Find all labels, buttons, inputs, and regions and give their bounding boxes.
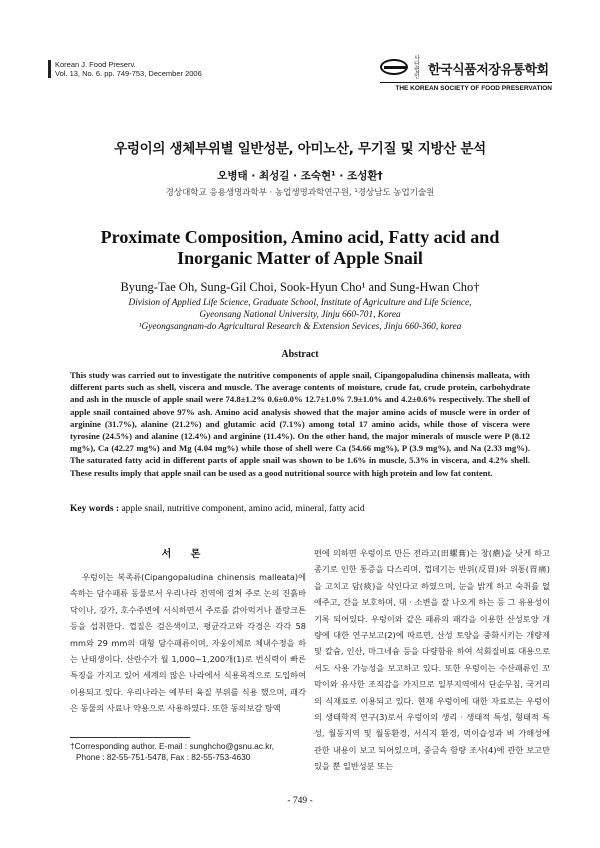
society-logo-icon (380, 59, 410, 77)
intro-paragraph: 우렁이는 복족류(Cipangopaludina chinensis malleata)에 속하는 담수패류 동물로서 우리나라 전역에 걸쳐 주로 논의 진흙바닥이나, 강가, 호수주변에 서식하면서 주로를 갉아먹거나 플랑크톤 등을 섭취한다. 껍질은 검은색이고, 평균각고와 각경은 각각 58 mm와 29 mm의 대형 담수패류이며, 자웅이체로 체내수정을 하는 난태생이다. 산란수가 월 1,000~1,200개(1)로 번식력이 빠른 특징을 가지고 있어 세계의 많은 나라에서 식용목적으로 도입하여 이용되고 있다. 우리나라는 예부터 육질 부위를 식용 했으며, 패각은 동물의 사료나 약용으로 사용하였다. 또한 동의보감 탕액 (70, 572, 306, 714)
society-header (380, 56, 552, 92)
journal-citation (48, 60, 202, 78)
footnote-email: †Corresponding author. E-mail : sunghcho@gsnu.ac.kr, (70, 741, 274, 751)
section-heading-introduction: 서 론 (161, 549, 209, 560)
keywords-list: apple snail, nutritive component, amino acid, mineral, fatty acid (121, 504, 365, 514)
journal-name: Korean J. Food Preserv. (55, 60, 136, 69)
affiliation-english-line: Gyeonsang National University, Jinju 660-701, Korea (199, 310, 401, 320)
affiliation-english (0, 297, 600, 333)
title-english-line2: Inorganic Matter of Apple Snail (177, 248, 423, 268)
keywords (70, 504, 540, 514)
society-name-korean: 한국식품저장유통학회 (428, 62, 549, 78)
title-korean: 우렁이의 생체부위별 일반성분, 아미노산, 무기질 및 지방산 분석 (114, 141, 486, 157)
society-tag: 사단 법인 (414, 55, 420, 80)
intro-column-left (70, 569, 306, 717)
authors-english: Byung-Tae Oh, Sung-Gil Choi, Sook-Hyun Cho¹ and Sung-Hwan Cho† (120, 280, 480, 294)
society-name-english: THE KOREAN SOCIETY OF FOOD PRESERVATION (380, 82, 552, 92)
title-english-line1: Proximate Composition, Amino acid, Fatty acid and (100, 227, 500, 247)
authors-korean: 오병태 · 최성길 · 조숙현¹ · 조성환† (217, 170, 383, 182)
footnote-divider (70, 737, 190, 738)
corresponding-author-footnote (70, 741, 310, 763)
abstract-heading: Abstract (281, 349, 319, 360)
intro-column-right (314, 545, 550, 775)
footnote-phone: Phone : 82-55-751-5478, Fax : 82-55-753-4630 (76, 752, 251, 762)
intro-paragraph: 편에 의하면 우렁이로 만든 전라고(田螺膏)는 창(瘡)을 낫게 하고 종기로 인한 통증을 다스리며, 껍데기는 반위(反胃)와 위통(胃痛)을 고치고 담(痰)을 삭인다고 하였으며, 눈을 밝게 하고 숙취를 없애주고, 간을 보호하며, 대 · 소변을 잘 나오게 하는 등 그 유용성이 기록 되어있다. 우렁이와 같은 패류의 패각을 이용한 산성토양 개량에 대한 연구보고(2)에 따르면, 산성 토양을 중화시키는 개량제 및 칼슘, 인산, 마그네슘 등을 다량함유 하여 석회질비료 대용으로서도 사용 가능성을 보고하고 있다. 또한 우렁이는 수산패류인 꼬막이와 유사한 조직감을 가지므로 일부지역에서 단순무침, 국거리의 식재료로 이용되고 있다. 현재 우렁이에 대한 자료로는 우렁이의 생태학적 연구(3)로서 우렁이의 생리 · 생태적 특성, 형태적 특성, 월동지역 및 월동환경, 서식지 환경, 먹이습성과 벼 가해성에 관한 내용이 보고 되어있으며, 중금속 함량 조사(4)에 관한 보고만 있을 뿐 일반성분 또는 (314, 548, 550, 772)
page-number: - 749 - (287, 796, 313, 806)
keywords-label: Key words : (70, 504, 120, 514)
affiliation-english-line: Division of Applied Life Science, Graduate School, Institute of Agriculture and Life Science, (128, 298, 472, 308)
title-english (0, 227, 600, 269)
abstract-text: This study was carried out to investigate the nutritive components of apple snail, Cipangopaludina chinensis malleata, with different parts such as shell, viscera and muscle. The average contents of moisture, crude fat, crude protein, carbohydrate and ash in the muscle of apple snail were 74.8±1.2% 0.6±0.0% 12.7±1.0% 7.9±1.0% and 4.2±0.6% respectively. The shell of apple snail contained above 97% ash. Amino acid analysis showed that the major amino acids of muscle were in order of arginine (31.7%), alanine (21.2%) and glutamic acid (7.1%) among total 17 amino acids, while those of viscera were tyrosine (24.5%) and alanine (12.4%) and arginine (11.4%). On the other hand, the major minerals of muscle were P (8.12 mg%), Ca (42.27 mg%) and Mg (4.04 mg%) while those of shell were Ca (54.66 mg%), P (3.9 mg%), and Na (2.33 mg%). The saturated fatty acid in different parts of apple snail was shown to be 1.6% in muscle, 5.3% in viscera, and 4.2% shell. These results imply that apple snail can be used as a good nutritional source with high protein and low fat content. (70, 370, 530, 478)
affiliation-english-line: ¹Gyeongsangnam-do Agricultural Research & Extension Sevices, Jinju 660-360, korea (138, 322, 462, 332)
affiliation-korean: 경상대학교 응용생명과학부 · 농업생명과학연구원, ¹경상남도 농업기술원 (165, 188, 435, 198)
journal-volume: Vol. 13, No. 6. pp. 749-753, December 2006 (55, 69, 202, 78)
